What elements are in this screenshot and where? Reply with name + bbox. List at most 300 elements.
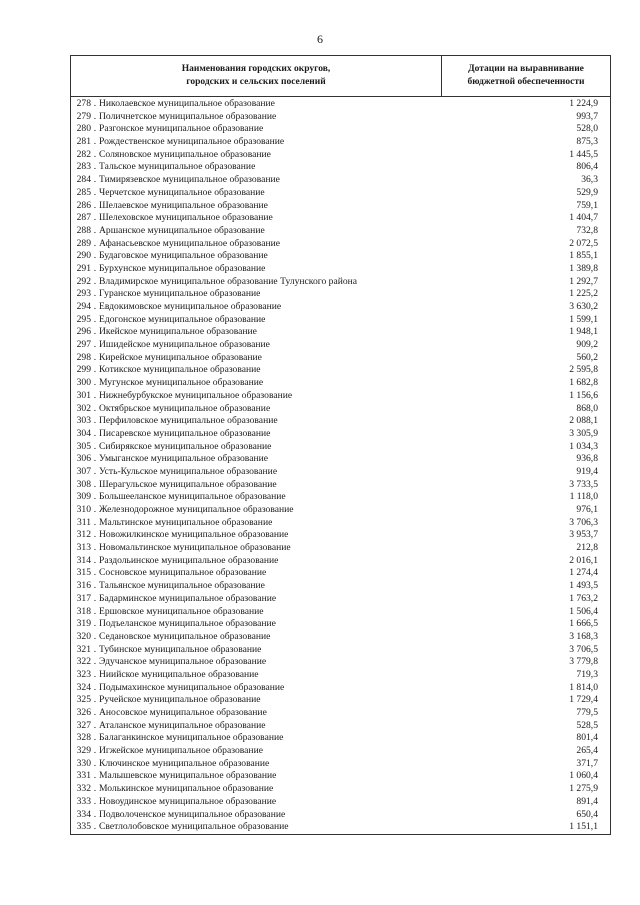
row-number: 297 bbox=[76, 339, 91, 351]
table-row bbox=[71, 200, 610, 213]
row-number-dot: . bbox=[93, 275, 97, 287]
table-row bbox=[71, 415, 610, 428]
table-body bbox=[71, 97, 610, 834]
row-number: 329 bbox=[76, 745, 91, 757]
row-name: Игжейское муниципальное образование bbox=[99, 745, 263, 757]
row-number: 308 bbox=[76, 478, 91, 490]
table-row bbox=[71, 529, 610, 542]
row-value: 3 953,7 bbox=[569, 529, 598, 541]
table-row bbox=[71, 111, 610, 124]
header-name-column bbox=[71, 56, 442, 96]
row-number: 299 bbox=[76, 364, 91, 376]
table-row bbox=[71, 593, 610, 606]
row-number-dot: . bbox=[93, 326, 97, 338]
row-value: 1 225,2 bbox=[569, 288, 598, 300]
row-number-dot: . bbox=[93, 757, 97, 769]
row-name: Эдучанское муниципальное образование bbox=[99, 656, 267, 668]
row-number-dot: . bbox=[93, 529, 97, 541]
table-row bbox=[71, 618, 610, 631]
row-value: 2 088,1 bbox=[569, 415, 598, 427]
row-value: 919,4 bbox=[576, 465, 598, 477]
table-row bbox=[71, 694, 610, 707]
row-number-dot: . bbox=[93, 237, 97, 249]
row-number: 325 bbox=[76, 694, 91, 706]
row-value: 560,2 bbox=[576, 351, 598, 363]
row-value: 993,7 bbox=[576, 110, 598, 122]
row-name: Ключинское муниципальное образование bbox=[99, 757, 270, 769]
row-value: 3 305,9 bbox=[569, 427, 598, 439]
row-number-dot: . bbox=[93, 262, 97, 274]
row-name: Бурхунское муниципальное образование bbox=[99, 262, 266, 274]
table-row bbox=[71, 745, 610, 758]
row-number-dot: . bbox=[93, 224, 97, 236]
row-number: 305 bbox=[76, 440, 91, 452]
row-name: Сибирякское муниципальное образование bbox=[99, 440, 272, 452]
row-number-dot: . bbox=[93, 148, 97, 160]
row-name: Афанасьевское муниципальное образование bbox=[99, 237, 280, 249]
row-value: 1 682,8 bbox=[569, 377, 598, 389]
table-row bbox=[71, 555, 610, 568]
row-value: 3 733,5 bbox=[569, 478, 598, 490]
row-number: 326 bbox=[76, 707, 91, 718]
row-number-dot: . bbox=[93, 136, 97, 148]
row-number-dot: . bbox=[93, 301, 97, 312]
row-name: Малышевское муниципальное образование bbox=[99, 770, 277, 782]
row-number-dot: . bbox=[93, 199, 97, 211]
table-row bbox=[71, 631, 610, 644]
row-number: 309 bbox=[76, 491, 91, 503]
table-row bbox=[71, 732, 610, 745]
row-number-dot: . bbox=[93, 453, 97, 465]
table-row bbox=[71, 174, 610, 187]
row-value: 891,4 bbox=[576, 795, 598, 807]
table-row bbox=[71, 288, 610, 301]
row-number-dot: . bbox=[93, 554, 97, 566]
row-value: 1 118,0 bbox=[569, 491, 598, 503]
row-number-dot: . bbox=[93, 123, 97, 135]
row-number: 327 bbox=[76, 719, 91, 731]
table-row bbox=[71, 377, 610, 390]
header-value-line2: бюджетной обеспеченности bbox=[467, 77, 585, 87]
row-number: 289 bbox=[76, 237, 91, 249]
table-row bbox=[71, 250, 610, 263]
row-number: 301 bbox=[76, 389, 91, 401]
row-name: Подымахинское муниципальное образование bbox=[99, 681, 285, 693]
row-number-dot: . bbox=[93, 719, 97, 731]
row-number: 303 bbox=[76, 415, 91, 427]
row-value: 36,3 bbox=[581, 174, 598, 186]
row-value: 650,4 bbox=[576, 808, 598, 820]
row-number: 323 bbox=[76, 668, 91, 680]
row-number-dot: . bbox=[93, 440, 97, 452]
row-number-dot: . bbox=[93, 212, 97, 224]
row-number: 306 bbox=[76, 453, 91, 465]
row-value: 1 034,3 bbox=[569, 440, 598, 452]
row-name: Черчетское муниципальное образование bbox=[99, 186, 265, 198]
row-value: 1 156,6 bbox=[569, 389, 598, 401]
row-value: 1 814,0 bbox=[569, 681, 598, 693]
row-number: 282 bbox=[76, 148, 91, 160]
row-number: 335 bbox=[76, 821, 91, 833]
row-number-dot: . bbox=[93, 630, 97, 642]
row-value: 1 855,1 bbox=[569, 250, 598, 262]
row-number: 285 bbox=[76, 186, 91, 198]
row-value: 212,8 bbox=[576, 542, 598, 554]
row-number-dot: . bbox=[93, 567, 97, 579]
row-number-dot: . bbox=[93, 389, 97, 401]
row-number-dot: . bbox=[93, 491, 97, 503]
table-row bbox=[71, 720, 610, 733]
row-value: 1 275,9 bbox=[569, 783, 598, 795]
row-number: 304 bbox=[76, 427, 91, 439]
table-row bbox=[71, 339, 610, 352]
row-value: 1 666,5 bbox=[569, 618, 598, 630]
table-row bbox=[71, 542, 610, 555]
row-value: 1 224,9 bbox=[569, 98, 598, 109]
row-number: 317 bbox=[76, 592, 91, 604]
row-number: 307 bbox=[76, 465, 91, 477]
row-name: Бадарминское муниципальное образование bbox=[99, 592, 277, 604]
row-number-dot: . bbox=[93, 110, 97, 122]
table-row bbox=[71, 466, 610, 479]
table-row bbox=[71, 770, 610, 783]
row-number: 291 bbox=[76, 262, 91, 274]
row-number-dot: . bbox=[93, 694, 97, 706]
row-value: 528,5 bbox=[576, 719, 598, 731]
row-number-dot: . bbox=[93, 377, 97, 389]
row-number-dot: . bbox=[93, 402, 97, 414]
row-name: Нижнебурбукское муниципальное образование bbox=[99, 389, 293, 401]
row-value: 1 404,7 bbox=[569, 212, 598, 224]
row-number-dot: . bbox=[93, 250, 97, 262]
row-value: 875,3 bbox=[576, 136, 598, 148]
row-name: Едогонское муниципальное образование bbox=[99, 313, 266, 325]
row-number-dot: . bbox=[93, 618, 97, 630]
row-number: 295 bbox=[76, 313, 91, 325]
row-number-dot: . bbox=[93, 415, 97, 427]
table-row bbox=[71, 314, 610, 327]
row-number-dot: . bbox=[93, 542, 97, 554]
row-value: 976,1 bbox=[576, 504, 598, 515]
row-number-dot: . bbox=[93, 339, 97, 351]
row-value: 1 729,4 bbox=[569, 694, 598, 706]
row-value: 1 060,4 bbox=[569, 770, 598, 782]
row-number-dot: . bbox=[93, 668, 97, 680]
row-number: 280 bbox=[76, 123, 91, 135]
row-value: 1 445,5 bbox=[569, 148, 598, 160]
row-number-dot: . bbox=[93, 732, 97, 744]
row-number-dot: . bbox=[93, 186, 97, 198]
row-value: 1 274,4 bbox=[569, 567, 598, 579]
row-number: 279 bbox=[76, 110, 91, 122]
row-number-dot: . bbox=[93, 770, 97, 782]
table-row bbox=[71, 98, 610, 111]
row-number-dot: . bbox=[93, 288, 97, 300]
row-number: 315 bbox=[76, 567, 91, 579]
table-row bbox=[71, 656, 610, 669]
row-name: Светлолобовское муниципальное образование bbox=[99, 821, 289, 833]
row-name: Ершовское муниципальное образование bbox=[99, 605, 264, 617]
row-number: 322 bbox=[76, 656, 91, 668]
table-row bbox=[71, 352, 610, 365]
row-name: Подволоченское муниципальное образование bbox=[99, 808, 286, 820]
row-name: Перфиловское муниципальное образование bbox=[99, 415, 278, 427]
table-row bbox=[71, 796, 610, 809]
row-number: 334 bbox=[76, 808, 91, 820]
table-row bbox=[71, 783, 610, 796]
row-value: 265,4 bbox=[576, 745, 598, 757]
row-value: 3 168,3 bbox=[569, 630, 598, 642]
table-row bbox=[71, 364, 610, 377]
row-number: 286 bbox=[76, 199, 91, 211]
row-number: 302 bbox=[76, 402, 91, 414]
row-value: 806,4 bbox=[576, 161, 598, 173]
table-row bbox=[71, 580, 610, 593]
row-value: 2 072,5 bbox=[569, 237, 598, 249]
row-number-dot: . bbox=[93, 98, 97, 109]
table-row bbox=[71, 669, 610, 682]
table-row bbox=[71, 567, 610, 580]
table-row bbox=[71, 187, 610, 200]
row-name: Раздольинское муниципальное образование bbox=[99, 554, 279, 566]
row-name: Шелеховское муниципальное образование bbox=[99, 212, 273, 224]
row-name: Седановское муниципальное образование bbox=[99, 630, 271, 642]
row-number-dot: . bbox=[93, 427, 97, 439]
row-name: Поличнетское муниципальное образование bbox=[99, 110, 277, 122]
row-number: 296 bbox=[76, 326, 91, 338]
row-value: 719,3 bbox=[576, 668, 598, 680]
row-value: 759,1 bbox=[576, 199, 598, 211]
header-name-line1: Наименования городских округов, bbox=[181, 64, 331, 74]
table-row bbox=[71, 403, 610, 416]
row-number: 311 bbox=[76, 516, 91, 528]
row-number: 278 bbox=[76, 98, 91, 109]
row-value: 1 599,1 bbox=[569, 313, 598, 325]
row-name: Икейское муниципальное образование bbox=[99, 326, 257, 338]
table-row bbox=[71, 149, 610, 162]
row-number: 294 bbox=[76, 301, 91, 312]
row-name: Аносовское муниципальное образование bbox=[99, 707, 267, 718]
table-header bbox=[71, 56, 610, 97]
row-value: 3 779,8 bbox=[569, 656, 598, 668]
row-name: Октябрьское муниципальное образование bbox=[99, 402, 271, 414]
table-row bbox=[71, 758, 610, 771]
row-value: 1 493,5 bbox=[569, 580, 598, 592]
table-row bbox=[71, 504, 610, 517]
row-number-dot: . bbox=[93, 313, 97, 325]
row-name: Новожилкинское муниципальное образование bbox=[99, 529, 289, 541]
row-number: 314 bbox=[76, 554, 91, 566]
row-name: Аршанское муниципальное образование bbox=[99, 224, 265, 236]
row-number-dot: . bbox=[93, 745, 97, 757]
row-name: Евдокимовское муниципальное образование bbox=[99, 301, 282, 312]
row-name: Аталанское муниципальное образование bbox=[99, 719, 266, 731]
row-name: Рождественское муниципальное образование bbox=[99, 136, 285, 148]
row-name: Сосновское муниципальное образование bbox=[99, 567, 267, 579]
table-row bbox=[71, 301, 610, 314]
row-value: 1 389,8 bbox=[569, 262, 598, 274]
row-number: 293 bbox=[76, 288, 91, 300]
row-number: 332 bbox=[76, 783, 91, 795]
subsidy-table bbox=[70, 55, 611, 835]
row-value: 3 630,2 bbox=[569, 301, 598, 312]
row-name: Ниийское муниципальное образование bbox=[99, 668, 259, 680]
row-name: Ишидейское муниципальное образование bbox=[99, 339, 270, 351]
table-row bbox=[71, 606, 610, 619]
row-value: 3 706,5 bbox=[569, 643, 598, 655]
row-name: Мальтинское муниципальное образование bbox=[99, 516, 273, 528]
row-value: 1 292,7 bbox=[569, 275, 598, 287]
row-name: Усть-Кульское муниципальное образование bbox=[99, 465, 278, 477]
row-number: 319 bbox=[76, 618, 91, 630]
row-number-dot: . bbox=[93, 795, 97, 807]
row-name: Разгонское муниципальное образование bbox=[99, 123, 264, 135]
row-number: 292 bbox=[76, 275, 91, 287]
row-number-dot: . bbox=[93, 643, 97, 655]
page-number: 6 bbox=[317, 32, 323, 46]
table-row bbox=[71, 821, 610, 834]
row-name: Гуранское муниципальное образование bbox=[99, 288, 261, 300]
row-value: 801,4 bbox=[576, 732, 598, 744]
row-name: Котикское муниципальное образование bbox=[99, 364, 261, 376]
row-name: Подъеланское муниципальное образование bbox=[99, 618, 276, 630]
row-number: 328 bbox=[76, 732, 91, 744]
row-number: 298 bbox=[76, 351, 91, 363]
row-name: Новомальтинское муниципальное образование bbox=[99, 542, 291, 554]
row-number-dot: . bbox=[93, 656, 97, 668]
row-number-dot: . bbox=[93, 681, 97, 693]
table-row bbox=[71, 479, 610, 492]
row-name: Железнодорожное муниципальное образование bbox=[99, 504, 294, 515]
row-name: Молькинское муниципальное образование bbox=[99, 783, 274, 795]
row-name: Мугунское муниципальное образование bbox=[99, 377, 264, 389]
row-number: 330 bbox=[76, 757, 91, 769]
row-number: 287 bbox=[76, 212, 91, 224]
table-row bbox=[71, 390, 610, 403]
row-number: 331 bbox=[76, 770, 91, 782]
row-value: 529,9 bbox=[576, 186, 598, 198]
table-row bbox=[71, 238, 610, 251]
row-name: Будаговское муниципальное образование bbox=[99, 250, 268, 262]
row-value: 1 151,1 bbox=[569, 821, 598, 833]
row-number: 283 bbox=[76, 161, 91, 173]
table-row bbox=[71, 441, 610, 454]
row-name: Тальское муниципальное образование bbox=[99, 161, 256, 173]
row-name: Тальянское муниципальное образование bbox=[99, 580, 265, 592]
header-value-column bbox=[442, 56, 610, 96]
row-name: Писаревское муниципальное образование bbox=[99, 427, 271, 439]
row-number: 320 bbox=[76, 630, 91, 642]
table-row bbox=[71, 517, 610, 530]
row-value: 2 595,8 bbox=[569, 364, 598, 376]
row-number-dot: . bbox=[93, 465, 97, 477]
table-row bbox=[71, 161, 610, 174]
row-value: 909,2 bbox=[576, 339, 598, 351]
header-value-line1: Дотации на выравнивание bbox=[468, 64, 584, 74]
row-value: 936,8 bbox=[576, 453, 598, 465]
row-value: 732,8 bbox=[576, 224, 598, 236]
table-row bbox=[71, 453, 610, 466]
row-name: Ручейское муниципальное образование bbox=[99, 694, 261, 706]
row-number: 290 bbox=[76, 250, 91, 262]
row-number-dot: . bbox=[93, 707, 97, 718]
row-name: Тимирязевское муниципальное образование bbox=[99, 174, 280, 186]
table-row bbox=[71, 136, 610, 149]
table-row bbox=[71, 326, 610, 339]
row-number-dot: . bbox=[93, 808, 97, 820]
table-row bbox=[71, 428, 610, 441]
row-number: 324 bbox=[76, 681, 91, 693]
row-name: Кирейское муниципальное образование bbox=[99, 351, 262, 363]
table-row bbox=[71, 491, 610, 504]
header-name-line2: городских и сельских поселений bbox=[186, 77, 326, 87]
row-value: 1 948,1 bbox=[569, 326, 598, 338]
row-value: 1 763,2 bbox=[569, 592, 598, 604]
row-number-dot: . bbox=[93, 605, 97, 617]
row-number: 316 bbox=[76, 580, 91, 592]
row-number: 300 bbox=[76, 377, 91, 389]
row-number-dot: . bbox=[93, 174, 97, 186]
row-name: Шерагульское муниципальное образование bbox=[99, 478, 277, 490]
table-row bbox=[71, 276, 610, 289]
row-value: 779,5 bbox=[576, 707, 598, 718]
row-number-dot: . bbox=[93, 478, 97, 490]
row-number-dot: . bbox=[93, 783, 97, 795]
row-number-dot: . bbox=[93, 351, 97, 363]
row-name: Николаевское муниципальное образование bbox=[99, 98, 275, 109]
row-name: Шелаевское муниципальное образование bbox=[99, 199, 268, 211]
row-name: Тубинское муниципальное образование bbox=[99, 643, 262, 655]
table-row bbox=[71, 707, 610, 720]
row-number-dot: . bbox=[93, 504, 97, 515]
row-number-dot: . bbox=[93, 516, 97, 528]
row-number: 312 bbox=[76, 529, 91, 541]
table-row bbox=[71, 212, 610, 225]
row-name: Большееланское муниципальное образование bbox=[99, 491, 286, 503]
row-number: 288 bbox=[76, 224, 91, 236]
row-value: 868,0 bbox=[576, 402, 598, 414]
row-number: 310 bbox=[76, 504, 91, 515]
table-row bbox=[71, 225, 610, 238]
row-number-dot: . bbox=[93, 821, 97, 833]
row-number: 313 bbox=[76, 542, 91, 554]
row-value: 1 506,4 bbox=[569, 605, 598, 617]
row-value: 528,0 bbox=[576, 123, 598, 135]
row-number-dot: . bbox=[93, 580, 97, 592]
row-value: 2 016,1 bbox=[569, 554, 598, 566]
row-number: 281 bbox=[76, 136, 91, 148]
row-number: 318 bbox=[76, 605, 91, 617]
row-name: Владимирское муниципальное образование Тулунского района bbox=[99, 275, 358, 287]
table-row bbox=[71, 682, 610, 695]
row-number: 333 bbox=[76, 795, 91, 807]
row-number-dot: . bbox=[93, 364, 97, 376]
row-name: Умыганское муниципальное образование bbox=[99, 453, 268, 465]
table-row bbox=[71, 123, 610, 136]
row-number: 321 bbox=[76, 643, 91, 655]
row-value: 3 706,3 bbox=[569, 516, 598, 528]
row-name: Новоудинское муниципальное образование bbox=[99, 795, 277, 807]
table-row bbox=[71, 644, 610, 657]
row-name: Соляновское муниципальное образование bbox=[99, 148, 271, 160]
row-name: Балаганкинское муниципальное образование bbox=[99, 732, 284, 744]
row-number: 284 bbox=[76, 174, 91, 186]
row-number-dot: . bbox=[93, 592, 97, 604]
table-row bbox=[71, 263, 610, 276]
table-row bbox=[71, 809, 610, 822]
row-value: 371,7 bbox=[576, 757, 598, 769]
row-number-dot: . bbox=[93, 161, 97, 173]
